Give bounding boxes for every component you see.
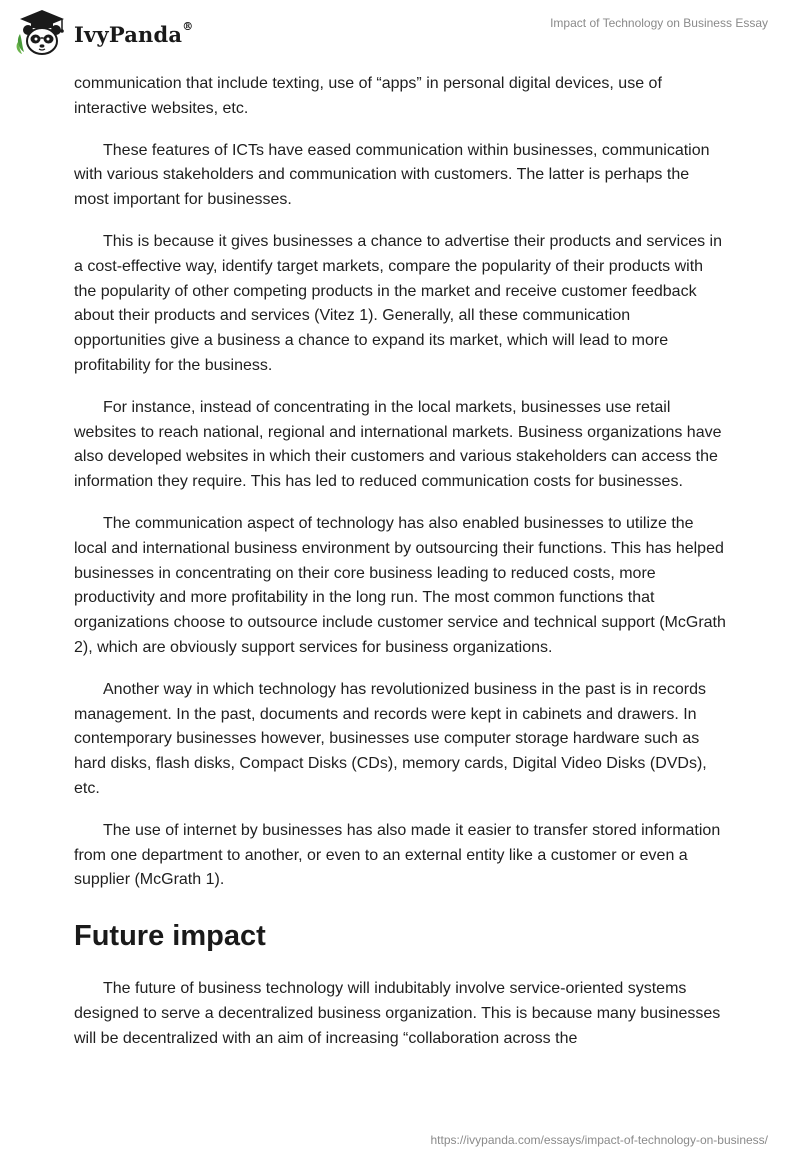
registered-mark: ® [182,19,194,33]
section-heading: Future impact [74,920,266,953]
brand-name: IvyPanda® [74,19,194,47]
source-url[interactable]: https://ivypanda.com/essays/impact-of-technology-on-business/ [430,1133,768,1147]
panda-graduate-icon [14,8,70,58]
paragraph: The use of internet by businesses has also made it easier to transfer stored information from one department to another, or even to an external entity like a customer or even a supplier (McGrath 1). [74,821,721,889]
paragraph: These features of ICTs have eased communication within businesses, communication with various stakeholders and communication with customers. The latter is perhaps the most important for businesses. [74,141,710,209]
paragraph: This is because it gives businesses a chance to advertise their products and services in a cost-effective way, identify target markets, compare the popularity of their products with the popularity of other competing products in the market and receive customer feedback about their products and services (Vitez 1). Generally, all these communication opportunities give a business a chance to expand its market, which will lead to more profitability for the business. [74,232,722,374]
paragraph: The future of business technology will indubitably involve service-oriented systems designed to serve a decentralized business organization. This is because many businesses will be decentralized with an aim of increasing “collaboration across the [74,980,721,1047]
essay-body [74,72,726,1069]
page-header [0,0,800,70]
paragraph: The communication aspect of technology has also enabled businesses to utilize the local and international business environment by outsourcing their functions. This has helped businesses in concentrating on their core business leading to reduced costs, more productivity and more profitability in the long run. The most common functions that organizations choose to outsource include customer service and technical support (McGrath 2), which are obviously support services for business organizations. [74,514,726,656]
paragraph: Another way in which technology has revolutionized business in the past is in records management. In the past, documents and records were kept in cabinets and drawers. In contemporary businesses however, businesses use computer storage hardware such as hard disks, flash disks, Compact Disks (CDs), memory cards, Digital Video Disks (DVDs), etc. [74,680,707,797]
document-title: Impact of Technology on Business Essay [550,16,768,30]
brand-logo[interactable] [14,8,193,58]
paragraph: communication that include texting, use of “apps” in personal digital devices, use of interactive websites, etc. [74,75,662,117]
paragraph: For instance, instead of concentrating in the local markets, businesses use retail websites to reach national, regional and international markets. Business organizations have also developed websites in which their customers and various stakeholders can access the information they require. This has led to reduced communication costs for businesses. [74,398,722,491]
